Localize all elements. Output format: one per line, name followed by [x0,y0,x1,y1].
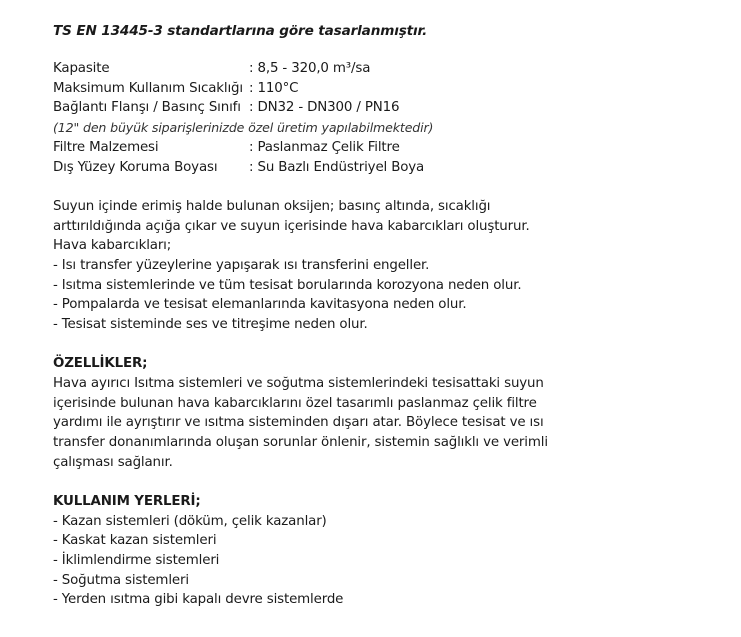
intro-bullet: - Isı transfer yüzeylerine yapışarak ısı transferini engeller. [53,258,430,273]
features-line: Hava ayırıcı Isıtma sistemleri ve soğutma sistemlerindeki tesisattaki suyun [53,376,544,391]
intro-line: Hava kabarcıkları; [53,238,172,253]
features-line: çalışması sağlanır. [53,455,173,470]
usage-item: - Kaskat kazan sistemleri [53,533,217,548]
usage-item: - Yerden ısıtma gibi kapalı devre sistemlerde [53,592,344,607]
spec-label: Filtre Malzemesi [53,140,159,155]
usage-item: - İklimlendirme sistemleri [53,553,220,568]
spec-value: : Su Bazlı Endüstriyel Boya [249,160,425,175]
intro-bullet: - Tesisat sisteminde ses ve titreşime neden olur. [53,317,368,332]
spec-label: Maksimum Kullanım Sıcaklığı [53,81,243,96]
spec-row-capacity [53,60,370,78]
features-heading: ÖZELLİKLER; [53,356,148,371]
usage-heading: KULLANIM YERLERİ; [53,494,201,509]
spec-value: : DN32 - DN300 / PN16 [249,100,400,115]
features-line: içerisinde bulunan hava kabarcıklarını özel tasarımlı paslanmaz çelik filtre [53,396,537,411]
intro-bullet: - Isıtma sistemlerinde ve tüm tesisat borularında korozyona neden olur. [53,278,522,293]
spec-value: : 8,5 - 320,0 m³/sa [249,61,371,76]
spec-row-surface-paint [53,159,424,177]
spec-label: Dış Yüzey Koruma Boyası [53,160,218,175]
usage-item: - Soğutma sistemleri [53,573,189,588]
spec-value: : 110°C [249,81,299,96]
intro-line: arttırıldığında açığa çıkar ve suyun içerisinde hava kabarcıkları oluşturur. [53,219,530,234]
usage-item: - Kazan sistemleri (döküm, çelik kazanlar) [53,514,327,529]
features-line: transfer donanımlarında oluşan sorunlar önlenir, sistemin sağlıklı ve verimli [53,435,548,450]
spec-note: (12" den büyük siparişlerinizde özel üretim yapılabilmektedir) [53,120,434,135]
intro-line: Suyun içinde erimiş halde bulunan oksijen; basınç altında, sıcaklığı [53,199,491,214]
intro-bullet: - Pompalarda ve tesisat elemanlarında kavitasyona neden olur. [53,297,467,312]
spec-value: : Paslanmaz Çelik Filtre [249,140,400,155]
spec-label: Bağlantı Flanşı / Basınç Sınıfı [53,100,241,115]
spec-row-max-temperature [53,80,298,98]
spec-label: Kapasite [53,61,110,76]
document-title: TS EN 13445-3 standartlarına göre tasarlanmıştır. [53,23,428,39]
spec-row-flange-pressure [53,99,399,117]
features-line: yardımı ile ayrıştırır ve ısıtma sisteminden dışarı atar. Böylece tesisat ve ısı [53,415,544,430]
spec-row-filter-material [53,139,400,157]
